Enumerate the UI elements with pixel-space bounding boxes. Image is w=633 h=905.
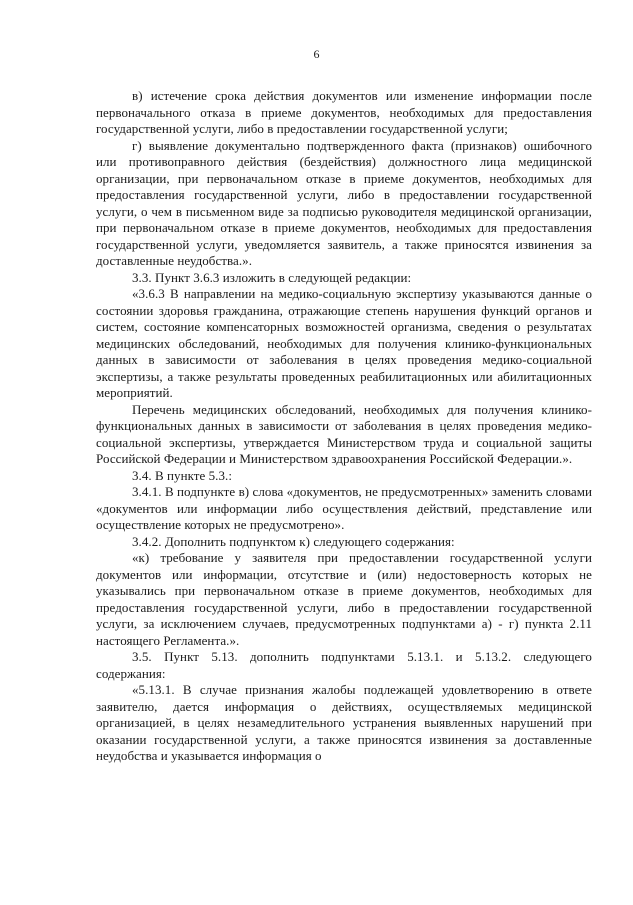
paragraph-v-expiration: в) истечение срока действия документов или изменение информации после первоначального отказа в приеме документов, необходимых для предоставления государственной услуги, либо в предоставлении государственной услуги;: [96, 88, 592, 136]
paragraph-3-3-heading: 3.3. Пункт 3.6.3 изложить в следующей редакции:: [132, 269, 412, 285]
paragraph-medical-exams-list: Перечень медицинских обследований, необходимых для получения клинико-функциональных данных в зависимости от заболевания в целях проведения медико-социальной экспертизы, утверждается Министерством труда и социальной защиты Российской Федерации и Министерством здравоохранения Российской Федерации.».: [96, 401, 592, 466]
paragraph-3-6-3-text: «3.6.3 В направлении на медико-социальную экспертизу указываются данные о состоянии здоровья гражданина, отражающие степень нарушения функций органов и систем, состояние компенсаторных возможностей организма, сведения о результатах медицинских обследований, необходимых для получения клинико-функциональных данных в зависимости от заболевания в целях проведения медико-социальной экспертизы, а также результаты проведенных реабилитационных или абилитационных мероприятий.: [96, 286, 592, 400]
paragraph-g-erroneous-action: г) выявление документально подтвержденного факта (признаков) ошибочного или противоправного действия (бездействия) должностного лица медицинской организации, при первоначальном отказе в приеме документов, необходимых для предоставления государственной услуги, либо в предоставлении государственной услуги, о чем в письменном виде за подписью руководителя медицинской организации, при первоначальном отказе в приеме документов, необходимых для предоставления государственной услуги, уведомляется заявитель, а также приносятся извинения за доставленные неудобства.».: [96, 137, 592, 268]
page-number: 6: [313, 47, 320, 61]
paragraph-3-4-2: 3.4.2. Дополнить подпунктом к) следующего содержания:: [132, 533, 455, 549]
paragraph-k-requirement: «к) требование у заявителя при предоставлении государственной услуги документов или информации, отсутствие и (или) недостоверность которых не указывались при первоначальном отказе в приеме документов, необходимых для предоставления государственной услуги, либо в предоставлении государственной услуги, за исключением случаев, предусмотренных подпунктами а) - г) пункта 2.11 настоящего Регламента.».: [96, 550, 592, 648]
paragraph-3-5: 3.5. Пункт 5.13. дополнить подпунктами 5.13.1. и 5.13.2. следующего содержания:: [96, 649, 592, 681]
paragraph-5-13-1: «5.13.1. В случае признания жалобы подлежащей удовлетворению в ответе заявителю, дается информация о действиях, осуществляемых медицинской организацией, в целях незамедлительного устранения выявленных нарушений при оказании государственной услуги, а также приносятся извинения за доставленные неудобства и указывается информация о: [96, 682, 592, 763]
paragraph-3-4-heading: 3.4. В пункте 5.3.:: [132, 467, 232, 483]
paragraph-3-4-1: 3.4.1. В подпункте в) слова «документов, не предусмотренных» заменить словами «документов или информации либо осуществления действий, представление или осуществление которых не предусмотрено».: [96, 484, 592, 532]
document-body: [96, 88, 592, 765]
